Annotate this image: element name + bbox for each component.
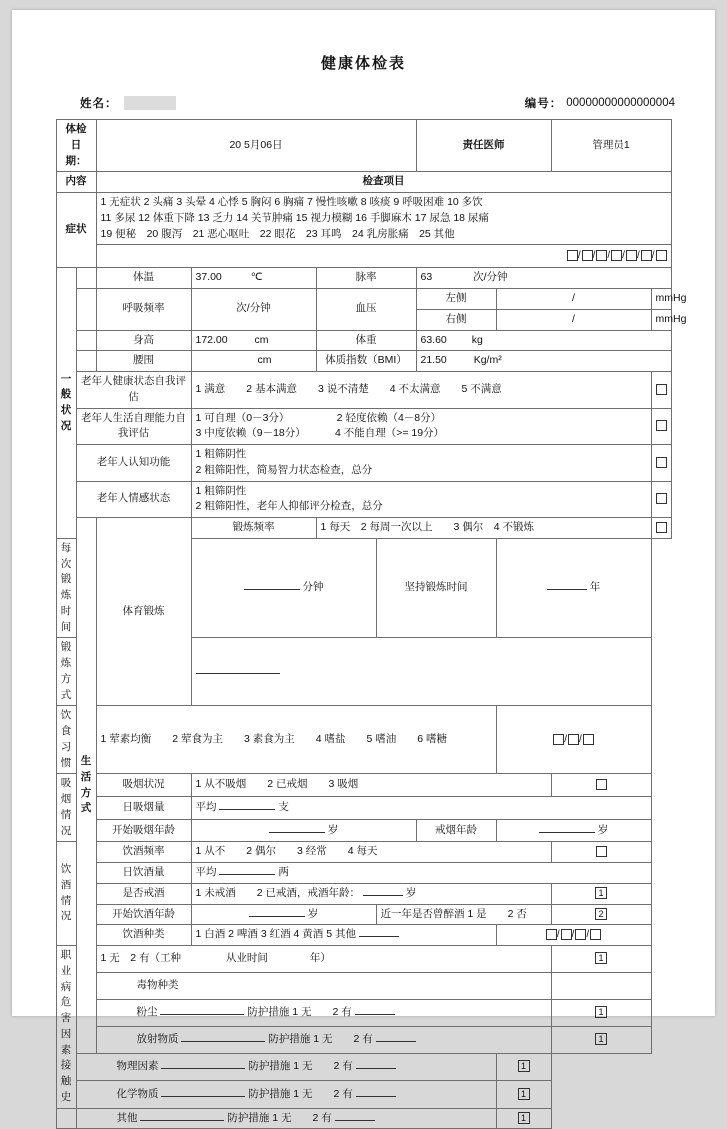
- drink-freq-label: 饮酒频率: [96, 842, 191, 863]
- exercise-persist-unit: 年: [589, 581, 601, 594]
- cognition-line-1: 1 粗筛阴性: [195, 448, 247, 460]
- symptoms-label: 症状: [56, 193, 96, 268]
- number-label: 编号：: [524, 98, 563, 110]
- drink-daily-label: 日饮酒量: [96, 863, 191, 884]
- temperature-value: 37.00: [195, 271, 222, 284]
- symptom-checkbox[interactable]: [596, 250, 607, 261]
- exam-form-table: [56, 119, 687, 1129]
- smoke-quit-input[interactable]: [539, 832, 595, 833]
- smoke-daily-row: [56, 796, 671, 819]
- bp-right-slash: /: [572, 312, 575, 325]
- exercise-duration-label: 每次锻炼时间: [56, 538, 76, 638]
- doctor-value: 管理员1: [551, 120, 671, 172]
- drink-freq-row: [56, 842, 671, 863]
- occupation-label: 职业病危害因素接触史: [56, 946, 76, 1109]
- occupation-head-box[interactable]: 1: [595, 952, 607, 964]
- drink-type-options: [191, 925, 496, 946]
- adl-label: 老年人生活自理能力自我评估: [76, 408, 191, 445]
- cognition-line-2: 2 粗筛阳性，简易智力状态检查，总分: [195, 463, 373, 476]
- drink-daily-unit: 两: [278, 866, 289, 878]
- exercise-freq-label: 锻炼频率: [191, 518, 316, 539]
- drink-type-checkbox[interactable]: [575, 929, 586, 940]
- exercise-duration-input[interactable]: [244, 589, 300, 590]
- temperature-pulse-row: [56, 268, 671, 289]
- drink-quit-row: [56, 883, 671, 904]
- bp-left-values: [496, 289, 651, 310]
- drink-freq-checkbox-cell: [551, 842, 651, 863]
- bmi-value-cell: [416, 351, 671, 372]
- smoke-daily-input[interactable]: [219, 809, 275, 810]
- resp-label: 呼吸频率: [96, 289, 191, 331]
- exam-date-value: 20 5月06日: [96, 120, 416, 172]
- drink-start-label: 开始饮酒年龄: [96, 904, 191, 925]
- exercise-freq-row: [56, 518, 671, 539]
- occupation-item-name: 其他: [116, 1111, 138, 1124]
- bp-left-label: 左侧: [416, 289, 496, 310]
- exercise-freq-options: 1 每天 2 每周一次以上 3 偶尔 4 不锻炼: [316, 518, 651, 539]
- occupation-row-radiation: [56, 1027, 671, 1054]
- height-weight-row: [56, 330, 671, 351]
- drink-daily-prefix: 平均: [195, 866, 217, 878]
- symptom-checkbox[interactable]: [567, 250, 578, 261]
- height-label: 身高: [96, 330, 191, 351]
- drink-daily-input[interactable]: [219, 874, 275, 875]
- drink-freq-checkbox[interactable]: [596, 846, 607, 857]
- emotion-label: 老年人情感状态: [76, 481, 191, 518]
- smoke-status-row: [56, 774, 671, 797]
- waist-bmi-row: [56, 351, 671, 372]
- lifestyle-label: 生 活 方 式: [76, 518, 96, 1054]
- weight-value-cell: [416, 330, 671, 351]
- exercise-way-value: [191, 638, 651, 706]
- drink-quit-value-box[interactable]: 1: [595, 887, 607, 899]
- symptoms-row: [56, 193, 671, 245]
- occupation-poison-label: 毒物种类: [96, 973, 551, 1000]
- occupation-item-input[interactable]: [140, 1120, 224, 1121]
- occupation-row: [96, 1000, 551, 1027]
- occupation-protect-input[interactable]: [356, 1068, 396, 1069]
- waist-unit: cm: [257, 354, 272, 367]
- occupation-item-input[interactable]: [181, 1041, 265, 1042]
- occupation-protect-label: 防护措施 1 无 2 有: [227, 1111, 332, 1124]
- drink-quit-box-cell: [551, 883, 651, 904]
- drink-start-unit: 岁: [307, 907, 319, 920]
- smoke-status-checkbox-cell: [551, 774, 651, 797]
- symptoms-line-1: 1 无症状 2 头痛 3 头晕 4 心悸 5 胸闷 6 胸痛 7 慢性咳嗽 8 咳痰 9 呼吸困难 10 多饮: [100, 196, 483, 208]
- drink-type-checkbox[interactable]: [561, 929, 572, 940]
- identity-row: [12, 95, 715, 111]
- exercise-way-input[interactable]: [196, 673, 280, 674]
- exercise-duration-unit: 分钟: [302, 581, 324, 594]
- drink-start-value: [191, 904, 376, 925]
- occupation-protect-label: 防护措施 1 无 2 有: [268, 1033, 373, 1046]
- waist-label: 腰围: [96, 351, 191, 372]
- drink-start-input[interactable]: [249, 916, 305, 917]
- drink-type-other-input[interactable]: [359, 936, 399, 937]
- emotion-checkbox-cell: [651, 481, 671, 518]
- occupation-item-input[interactable]: [161, 1096, 245, 1097]
- smoke-label: 吸烟情况: [56, 774, 76, 842]
- weight-label: 体重: [316, 330, 416, 351]
- smoke-daily-prefix: 平均: [195, 800, 217, 813]
- smoke-quit-unit: 岁: [597, 823, 609, 836]
- occupation-item-name: 物理因素: [116, 1060, 159, 1073]
- name-label: 姓名：: [80, 98, 118, 110]
- adl-options: [191, 408, 651, 445]
- health-self-row: [56, 372, 671, 409]
- occupation-item-name: 放射物质: [136, 1033, 179, 1046]
- pulse-unit: 次/分钟: [473, 271, 508, 284]
- resp-value-cell: [191, 289, 316, 331]
- smoke-status-options: 1 从不吸烟 2 已戒烟 3 吸烟: [191, 774, 551, 797]
- header-row: [56, 172, 671, 193]
- exercise-persist-input[interactable]: [547, 589, 587, 590]
- occupation-row: [76, 1108, 496, 1129]
- temperature-value-cell: [191, 268, 316, 289]
- diet-checkbox[interactable]: [583, 734, 594, 745]
- exercise-duration-value: [191, 538, 376, 638]
- exam-date-label: 体检日期：: [56, 120, 96, 172]
- smoke-status-checkbox[interactable]: [596, 779, 607, 790]
- smoke-daily-value: [191, 796, 651, 819]
- smoke-quit-value: [496, 819, 651, 842]
- symptoms-line-2: 11 多尿 12 体重下降 13 乏力 14 关节肿痛 15 视力模糊 16 手脚麻木 17 尿急 18 尿痛: [100, 211, 489, 224]
- smoke-start-unit: 岁: [327, 823, 339, 836]
- occupation-head-box-cell: [551, 946, 651, 973]
- drink-label: 饮酒情况: [56, 842, 76, 946]
- occupation-item-box[interactable]: 1: [518, 1112, 530, 1124]
- general-spacer-cell: [76, 330, 96, 351]
- occupation-row: [76, 1081, 496, 1108]
- occupation-head-row: [56, 946, 671, 973]
- smoke-age-row: [56, 819, 671, 842]
- occupation-item-input[interactable]: [160, 1014, 244, 1015]
- smoke-status-label: 吸烟状况: [96, 774, 191, 797]
- adl-row: [56, 408, 671, 445]
- occupation-item-name: 化学物质: [116, 1087, 159, 1100]
- general-spacer-cell: [76, 351, 96, 372]
- drink-start-row: [56, 904, 671, 925]
- adl-checkbox[interactable]: [656, 420, 667, 431]
- occupation-item-input[interactable]: [161, 1068, 245, 1069]
- occupation-row-other: [56, 1108, 671, 1129]
- page-title: 健康体检表: [320, 55, 406, 72]
- occupation-item-box[interactable]: 1: [595, 1033, 607, 1045]
- diet-label: 饮食习惯: [56, 706, 76, 774]
- occupation-row: [96, 1027, 551, 1054]
- occupation-item-name: 粉尘: [136, 1006, 158, 1019]
- occupation-empty-box-cell: [551, 973, 651, 1000]
- occupation-box-cell: [496, 1108, 551, 1129]
- occupation-row-chemical: [56, 1081, 671, 1108]
- drink-quit-unit: 岁: [405, 886, 417, 899]
- diet-row: [56, 706, 671, 774]
- bmi-value: 21.50: [420, 354, 447, 367]
- occupation-protect-input[interactable]: [376, 1041, 416, 1042]
- doctor-label: 责任医师: [416, 120, 551, 172]
- exercise-freq-checkbox-cell: [651, 518, 671, 539]
- bmi-label: 体质指数（BMI）: [316, 351, 416, 372]
- adl-checkbox-cell: [651, 408, 671, 445]
- exercise-label: 体育锻炼: [96, 518, 191, 706]
- drink-quit-options-text: 1 未戒酒 2 已戒酒，戒酒年龄：: [195, 886, 361, 899]
- emotion-line-1: 1 粗筛阴性: [195, 484, 247, 497]
- occupation-box-cell: [551, 1027, 651, 1054]
- drink-freq-options: 1 从不 2 偶尔 3 经常 4 每天: [191, 842, 551, 863]
- document-page: [12, 10, 715, 1124]
- drink-drunk-value-box[interactable]: 2: [595, 908, 607, 920]
- number-value: 00000000000000004: [566, 97, 675, 109]
- resp-bp-left-row: [56, 289, 671, 310]
- temperature-label: 体温: [96, 268, 191, 289]
- occupation-protect-input[interactable]: [335, 1120, 375, 1121]
- smoke-daily-label: 日吸烟量: [96, 796, 191, 819]
- exam-date-row: [56, 120, 671, 172]
- health-self-checkbox-cell: [651, 372, 671, 409]
- symptoms-checkboxes: / / / / / /: [96, 245, 671, 268]
- cognition-label: 老年人认知功能: [76, 445, 191, 482]
- exercise-freq-checkbox[interactable]: [656, 522, 667, 533]
- drink-quit-age-input[interactable]: [363, 895, 403, 896]
- cognition-checkbox[interactable]: [656, 457, 667, 468]
- cognition-options: [191, 445, 651, 482]
- content-header: 内容: [56, 172, 96, 193]
- symptom-checkbox[interactable]: [641, 250, 652, 261]
- bp-label: 血压: [316, 289, 416, 331]
- health-self-label: 老年人健康状态自我评估: [76, 372, 191, 409]
- occupation-item-box[interactable]: 1: [595, 1006, 607, 1018]
- drink-quit-options: [191, 883, 551, 904]
- occupation-row-dust: [56, 1000, 671, 1027]
- bp-right-label: 右侧: [416, 309, 496, 330]
- emotion-options: [191, 481, 651, 518]
- drink-daily-row: [56, 863, 671, 884]
- symptoms-checkbox-row: [56, 245, 671, 268]
- smoke-daily-unit: 支: [278, 800, 289, 813]
- weight-value: 63.60: [420, 333, 447, 346]
- resp-unit: 次/分钟: [236, 302, 271, 315]
- drink-drunk-cell: [376, 904, 551, 925]
- smoke-start-input[interactable]: [269, 832, 325, 833]
- health-self-options: 1 满意 2 基本满意 3 说不清楚 4 不太满意 5 不满意: [191, 372, 651, 409]
- smoke-start-label: 开始吸烟年龄: [96, 819, 191, 842]
- occupation-row-physical: [56, 1054, 671, 1081]
- diet-checkboxes: / /: [496, 706, 651, 774]
- occupation-other-spacer: [56, 1108, 76, 1129]
- symptoms-options: [96, 193, 671, 245]
- occupation-poison-label-row: [56, 973, 671, 1000]
- occupation-protect-label: 防护措施 1 无 2 有: [248, 1087, 353, 1100]
- drink-drunk-box-cell: [551, 904, 651, 925]
- occupation-box-cell: [551, 1000, 651, 1027]
- emotion-checkbox[interactable]: [656, 493, 667, 504]
- drink-daily-value: [191, 863, 651, 884]
- symptom-checkbox[interactable]: [611, 250, 622, 261]
- drink-type-checkbox[interactable]: [546, 929, 557, 940]
- general-spacer-cell: [76, 268, 96, 289]
- exercise-persist-label: 坚持锻炼时间: [376, 538, 496, 638]
- occupation-protect-input[interactable]: [356, 1096, 396, 1097]
- drink-drunk-label: 近一年是否曾醉酒: [380, 907, 465, 920]
- drink-type-checkbox[interactable]: [590, 929, 601, 940]
- cognition-row: [56, 445, 671, 482]
- bmi-unit: Kg/m²: [473, 354, 502, 367]
- adl-line-2: 3 中度依赖（9－18分） 4 不能自理（>= 19分）: [195, 427, 445, 440]
- pulse-label: 脉率: [316, 268, 416, 289]
- drink-drunk-options: 1 是 2 否: [467, 907, 527, 920]
- smoke-quit-label: 戒烟年龄: [416, 819, 496, 842]
- symptom-checkbox[interactable]: [656, 250, 667, 261]
- diet-options: 1 荤素均衡 2 荤食为主 3 素食为主 4 嗜盐 5 嗜油 6 嗜糖: [96, 706, 496, 774]
- drink-type-checkboxes: / / /: [496, 925, 651, 946]
- occupation-protect-label: 防护措施 1 无 2 有: [248, 1060, 353, 1073]
- drink-type-options-text: 1 白酒 2 啤酒 3 红酒 4 黄酒 5 其他: [195, 928, 356, 941]
- exercise-persist-value: [496, 538, 651, 638]
- drink-type-row: [56, 925, 671, 946]
- health-self-checkbox[interactable]: [656, 384, 667, 395]
- bp-left-slash: /: [572, 292, 575, 304]
- general-spacer-cell: [76, 289, 96, 331]
- cognition-checkbox-cell: [651, 445, 671, 482]
- pulse-value: 63: [420, 271, 433, 284]
- occupation-protect-label: 防护措施 1 无 2 有: [247, 1006, 352, 1019]
- height-value-cell: [191, 330, 316, 351]
- name-value-redacted: [124, 96, 176, 110]
- occupation-box-cell: [496, 1054, 551, 1081]
- occupation-item-box[interactable]: 1: [518, 1060, 530, 1072]
- occupation-head-options: 1 无 2 有（工种 从业时间 年）: [96, 946, 551, 973]
- temperature-unit: ℃: [250, 271, 263, 284]
- occupation-row: [76, 1054, 496, 1081]
- symptoms-line-3: 19 便秘 20 腹泻 21 恶心呕吐 22 眼花 23 耳鸣 24 乳房胀痛 25 其他: [100, 227, 455, 240]
- smoke-start-value: [191, 819, 416, 842]
- items-header: 检查项目: [96, 172, 671, 193]
- emotion-row: [56, 481, 671, 518]
- height-value: 172.00: [195, 333, 228, 346]
- adl-line-1: 1 可自理（0－3分） 2 轻度依赖（4－8分）: [195, 411, 442, 424]
- pulse-value-cell: [416, 268, 671, 289]
- drink-type-label: 饮酒种类: [96, 925, 191, 946]
- waist-value-cell: [191, 351, 316, 372]
- occupation-protect-input[interactable]: [355, 1014, 395, 1015]
- symptom-checkbox[interactable]: [626, 250, 637, 261]
- occupation-box-cell: [496, 1081, 551, 1108]
- exercise-way-label: 锻炼方式: [56, 638, 76, 706]
- height-unit: cm: [254, 333, 269, 346]
- bp-right-values: [496, 309, 651, 330]
- drink-quit-label: 是否戒酒: [96, 883, 191, 904]
- bp-left-unit: mmHg: [651, 289, 671, 310]
- weight-unit: kg: [471, 333, 483, 346]
- occupation-item-box[interactable]: 1: [518, 1088, 530, 1100]
- diet-checkbox[interactable]: [568, 734, 579, 745]
- diet-checkbox[interactable]: [553, 734, 564, 745]
- bp-right-unit: mmHg: [651, 309, 671, 330]
- general-status-label: 一 般 状 况: [56, 268, 76, 539]
- symptom-checkbox[interactable]: [582, 250, 593, 261]
- emotion-line-2: 2 粗筛阳性，老年人抑郁评分检查，总分: [195, 500, 383, 513]
